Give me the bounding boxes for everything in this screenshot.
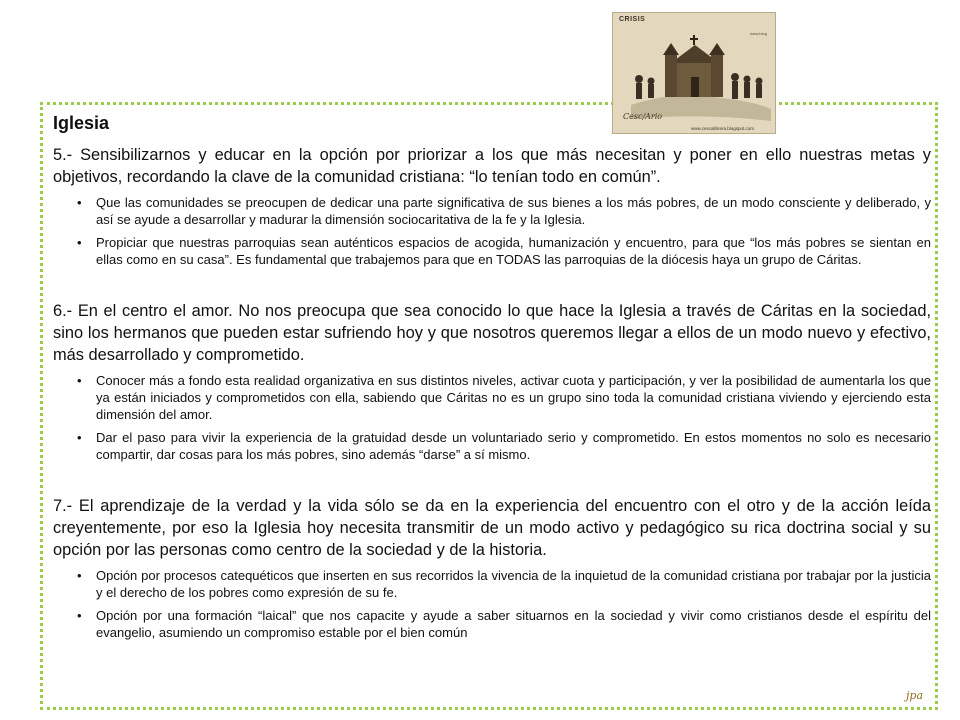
bullet-list-6 [53, 372, 931, 463]
cartoon-url: www.cescalibrera.blogspot.com [691, 126, 755, 131]
bullet-glyph: • [77, 195, 82, 210]
cartoon-small-text: www.blog [749, 31, 767, 36]
bullet-text: Que las comunidades se preocupen de dedicar una parte significativa de sus bienes a los más pobres, de un modo consciente y deliberado, y así se ayude a desarrollar y madurar la dimensión sociocaritativa de la fe y la Iglesia. [96, 195, 931, 227]
bullet-list-7 [53, 567, 931, 641]
bullet-item [53, 194, 931, 228]
bullet-item [53, 607, 931, 641]
slide-heading: Iglesia [53, 113, 110, 133]
author-mark: jpa [906, 689, 924, 702]
bullet-text: Propiciar que nuestras parroquias sean auténticos espacios de acogida, humanización y encuentro, para que “los más pobres se sientan en ellas como en su casa”. Es fundamental que trabajemos para que en TODAS las parroquias de la diócesis haya un grupo de Cáritas. [96, 235, 931, 267]
cartoon-signature: Cesc/Ario [623, 112, 663, 121]
bullet-text: Conocer más a fondo esta realidad organizativa en sus distintos niveles, activar cuota y participación, y ver la posibilidad de aumentarla los que ya están iniciados y comprometidos con ella, sabiendo que Cáritas no es un grupo sino toda la comunidad cristiana viviendo y ejerciendo esta dimensión del amor. [96, 373, 931, 422]
bullet-glyph: • [77, 373, 82, 388]
bullet-text: Dar el paso para vivir la experiencia de la gratuidad desde un voluntariado serio y comprometido. En estos momentos no solo es necesario compartir, dar cosas para los más pobres, sino además “darse” a sí mismo. [96, 430, 931, 462]
bullet-glyph: • [77, 235, 82, 250]
bullet-glyph: • [77, 568, 82, 583]
bullet-item [53, 234, 931, 268]
cartoon-title: CRISIS [619, 16, 646, 23]
paragraph-5: 5.- Sensibilizarnos y educar en la opción por priorizar a los que más necesitan y poner en ello nuestras metas y objetivos, recordando la clave de la comunidad cristiana: “lo tenían todo en común”. [53, 146, 931, 186]
bullet-list-5 [53, 194, 931, 268]
bullet-glyph: • [77, 608, 82, 623]
bullet-item [53, 372, 931, 423]
bullet-item [53, 429, 931, 463]
bullet-text: Opción por procesos catequéticos que inserten en sus recorridos la vivencia de la inquietud de la comunidad cristiana por trabajar por la justicia y el derecho de los pobres como expresión de su fe. [96, 568, 931, 600]
paragraph-7: 7.- El aprendizaje de la verdad y la vida sólo se da en la experiencia del encuentro con el otro y de la acción leída creyentemente, por eso la Iglesia hoy necesita transmitir de un modo activo y pedagógico su rica doctrina social y su opción por las personas como centro de la sociedad y de la historia. [53, 497, 931, 559]
bullet-text: Opción por una formación “laical” que nos capacite y ayude a saber situarnos en la sociedad y vivir como cristianos desde el espíritu del evangelio, asumiendo un compromiso estable por el bien común [96, 608, 931, 640]
slide-content [53, 112, 931, 647]
bullet-glyph: • [77, 430, 82, 445]
bullet-item [53, 567, 931, 601]
paragraph-6: 6.- En el centro el amor. No nos preocupa que sea conocido lo que hace la Iglesia a través de Cáritas en la sociedad, sino los hermanos que pueden estar sufriendo hoy y que nosotros queremos llegar a ellos de un modo nuevo y efectivo, más desarrollado y comprometido. [53, 302, 931, 364]
